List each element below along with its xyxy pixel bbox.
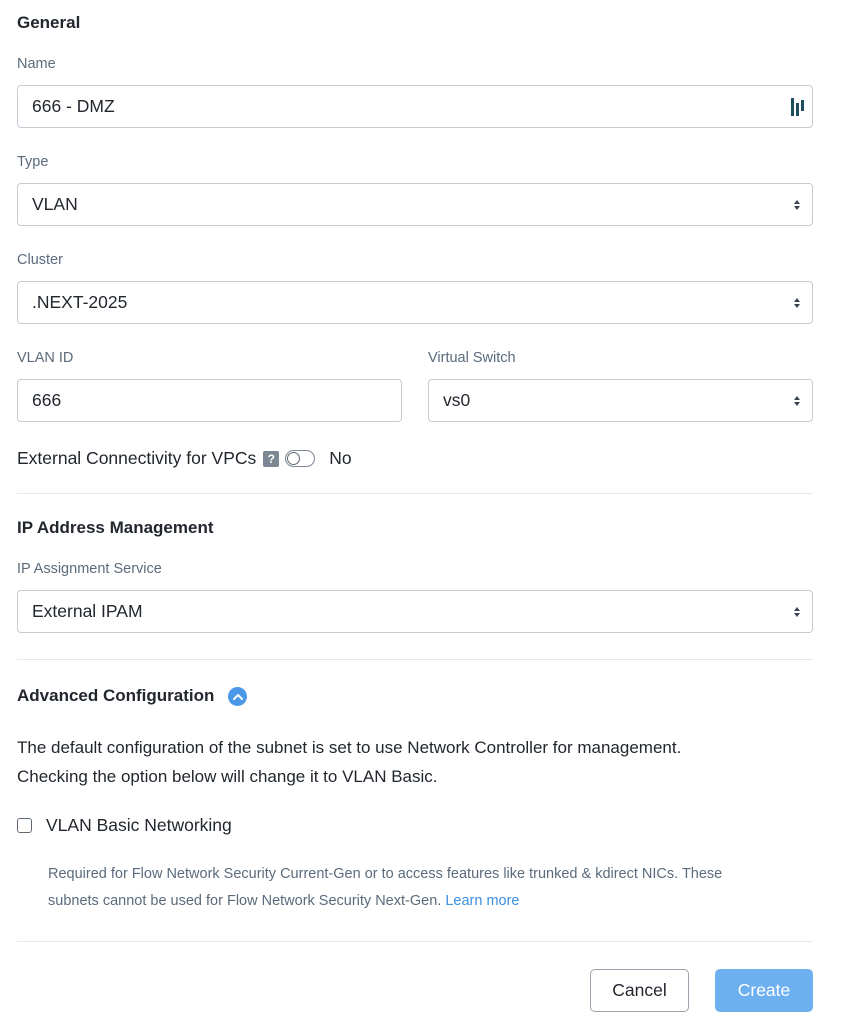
cluster-label: Cluster: [17, 252, 63, 268]
sort-caret-icon: [794, 607, 800, 617]
vlan-basic-checkbox[interactable]: [17, 818, 32, 833]
divider: [17, 493, 813, 494]
virtual-switch-select[interactable]: [428, 379, 813, 422]
external-connectivity-label: External Connectivity for VPCs: [17, 448, 257, 468]
ip-assignment-select[interactable]: [17, 590, 813, 633]
note-line2: subnets cannot be used for Flow Network Security Next-Gen.: [48, 893, 442, 909]
type-value: VLAN: [32, 194, 78, 214]
vlan-basic-row[interactable]: [17, 815, 232, 836]
ip-assignment-value: External IPAM: [32, 601, 143, 621]
advanced-header[interactable]: [17, 686, 247, 706]
toggle-knob: [287, 452, 300, 465]
external-connectivity-toggle[interactable]: [285, 450, 315, 467]
section-title-general: General: [17, 13, 81, 32]
cluster-value: .NEXT-2025: [32, 292, 128, 312]
note-line1: Required for Flow Network Security Current-Gen or to access features like trunked & kdirect NICs. These: [48, 866, 723, 882]
create-button[interactable]: Create: [715, 969, 813, 1012]
sort-caret-icon: [794, 396, 800, 406]
vlan-basic-label[interactable]: VLAN Basic Networking: [46, 815, 232, 835]
advanced-description-line2: Checking the option below will change it to VLAN Basic.: [17, 767, 438, 786]
sort-caret-icon: [794, 298, 800, 308]
chevron-up-icon[interactable]: [228, 687, 247, 706]
external-connectivity-state: No: [329, 448, 352, 468]
password-manager-icon[interactable]: [790, 97, 806, 122]
note-line2-wrap: [48, 888, 828, 915]
sort-caret-icon: [794, 200, 800, 210]
vlan-basic-note: [48, 861, 828, 915]
ip-assignment-label: IP Assignment Service: [17, 561, 162, 577]
type-label: Type: [17, 154, 49, 170]
advanced-description: [17, 733, 827, 791]
type-select[interactable]: [17, 183, 813, 226]
cancel-button[interactable]: Cancel: [590, 969, 689, 1012]
external-connectivity-row: [17, 448, 352, 469]
virtual-switch-value: vs0: [443, 390, 471, 410]
name-field[interactable]: [17, 85, 813, 128]
help-icon[interactable]: ?: [263, 451, 279, 467]
cluster-select[interactable]: [17, 281, 813, 324]
section-title-ipam: IP Address Management: [17, 518, 214, 537]
vlan-id-label: VLAN ID: [17, 350, 74, 366]
name-value: 666 - DMZ: [32, 96, 115, 116]
advanced-description-line1: The default configuration of the subnet is set to use Network Controller for management.: [17, 738, 682, 757]
learn-more-link[interactable]: Learn more: [445, 893, 520, 909]
divider: [17, 659, 813, 660]
vlan-id-field[interactable]: [17, 379, 402, 422]
virtual-switch-label: Virtual Switch: [428, 350, 516, 366]
name-label: Name: [17, 56, 56, 72]
section-title-advanced: Advanced Configuration: [17, 686, 215, 705]
divider: [17, 941, 813, 942]
vlan-id-value: 666: [32, 390, 62, 410]
